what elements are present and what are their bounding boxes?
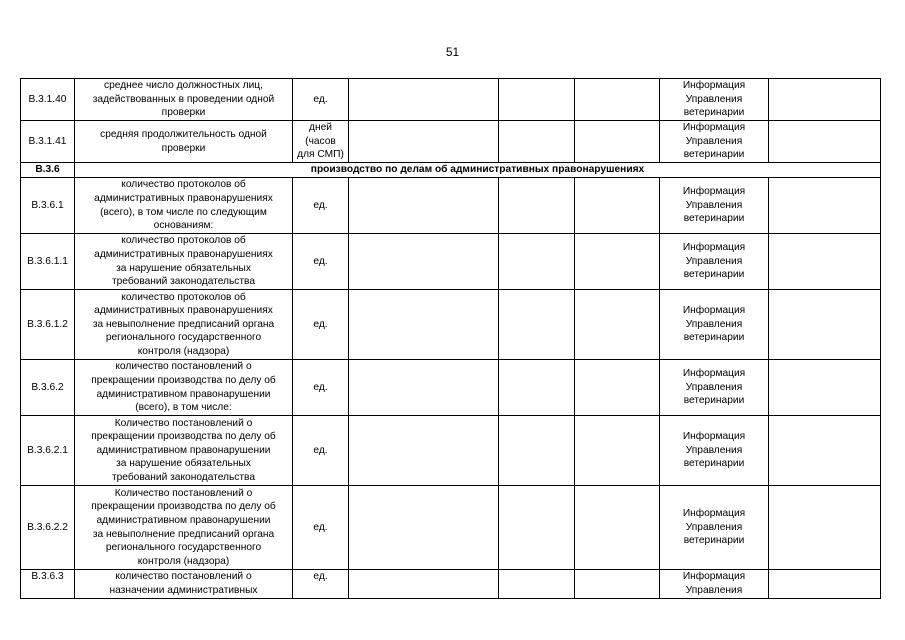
row-value-cell [499,416,575,486]
row-note-cell [769,486,881,570]
row-unit: ед. [293,178,349,234]
row-code: В.3.6.1.1 [21,234,75,290]
row-source: Информация Управления ветеринарии [660,234,769,290]
row-unit: ед. [293,486,349,570]
section-code: В.3.6 [21,163,75,178]
row-code: В.3.6.2 [21,360,75,416]
table-row [21,360,881,416]
row-source: Информация Управления ветеринарии [660,290,769,360]
row-value-cell [349,79,499,121]
row-note-cell [769,360,881,416]
row-unit: дней (часов для СМП) [293,121,349,163]
row-note-cell [769,416,881,486]
row-code: В.3.1.40 [21,79,75,121]
row-name: количество протоколов об административных правонарушениях (всего), в том числе по следующим основаниям: [75,178,293,234]
row-unit: ед. [293,79,349,121]
row-unit: ед. [293,360,349,416]
row-value-cell [499,570,575,599]
row-value-cell [349,234,499,290]
indicators-table [20,78,881,599]
row-source: Информация Управления ветеринарии [660,79,769,121]
row-note-cell [769,570,881,599]
row-value-cell [349,486,499,570]
row-value-cell [499,178,575,234]
row-code: В.3.6.2.1 [21,416,75,486]
row-note-cell [769,79,881,121]
row-value-cell [349,290,499,360]
row-code: В.3.1.41 [21,121,75,163]
row-name: Количество постановлений о прекращении производства по делу об административном правонарушении за нарушение обязательных требований законодательства [75,416,293,486]
row-unit: ед. [293,570,349,599]
row-source: Информация Управления ветеринарии [660,486,769,570]
table-row [21,178,881,234]
row-name: Количество постановлений о прекращении производства по делу об административном правонарушении за невыполнение предписаний органа регионального государственного контроля (надзора) [75,486,293,570]
table-row [21,416,881,486]
row-code: В.3.6.1.2 [21,290,75,360]
row-name: количество постановлений о прекращении производства по делу об административном правонарушении (всего), в том числе: [75,360,293,416]
row-name: среднее число должностных лиц, задействованных в проведении одной проверки [75,79,293,121]
row-value-cell [575,360,660,416]
row-source: Информация Управления ветеринарии [660,178,769,234]
row-unit: ед. [293,290,349,360]
row-name: количество протоколов об административных правонарушениях за невыполнение предписаний органа регионального государственного контроля (надзора) [75,290,293,360]
section-row [21,163,881,178]
row-value-cell [349,121,499,163]
row-source: Информация Управления ветеринарии [660,121,769,163]
table-row [21,290,881,360]
row-code: В.3.6.1 [21,178,75,234]
row-source: Информация Управления ветеринарии [660,416,769,486]
table-row [21,234,881,290]
row-note-cell [769,234,881,290]
row-value-cell [575,416,660,486]
row-value-cell [499,290,575,360]
row-value-cell [499,79,575,121]
section-title: производство по делам об административных правонарушениях [75,163,881,178]
row-unit: ед. [293,234,349,290]
row-value-cell [575,234,660,290]
row-name: количество протоколов об административных правонарушениях за нарушение обязательных требований законодательства [75,234,293,290]
row-source: Информация Управления [660,570,769,599]
table-row [21,486,881,570]
row-code: В.3.6.3 [21,570,75,599]
row-value-cell [349,178,499,234]
row-unit: ед. [293,416,349,486]
row-value-cell [575,570,660,599]
table-row [21,121,881,163]
row-value-cell [499,486,575,570]
row-name: количество постановлений о назначении административных [75,570,293,599]
row-value-cell [499,234,575,290]
row-value-cell [575,178,660,234]
row-value-cell [349,360,499,416]
row-value-cell [575,79,660,121]
row-value-cell [575,290,660,360]
row-value-cell [575,121,660,163]
table-row [21,79,881,121]
row-value-cell [575,486,660,570]
row-source: Информация Управления ветеринарии [660,360,769,416]
table-row [21,570,881,599]
row-note-cell [769,178,881,234]
row-value-cell [499,360,575,416]
row-code: В.3.6.2.2 [21,486,75,570]
row-value-cell [349,416,499,486]
row-note-cell [769,121,881,163]
row-name: средняя продолжительность одной проверки [75,121,293,163]
row-value-cell [349,570,499,599]
row-note-cell [769,290,881,360]
page-number: 51 [445,45,460,59]
row-value-cell [499,121,575,163]
